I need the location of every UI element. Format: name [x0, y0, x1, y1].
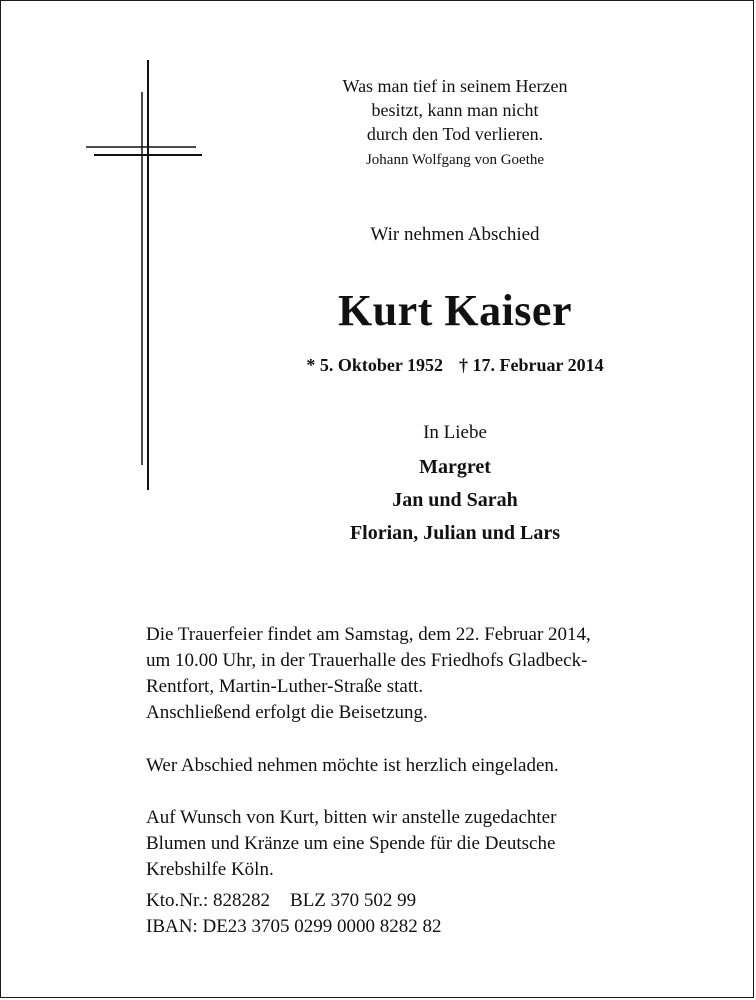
- account-number: Kto.Nr.: 828282: [146, 890, 271, 911]
- iban: IBAN: DE23 3705 0299 0000 8282 82: [146, 916, 442, 937]
- service-line: Rentfort, Martin-Luther-Straße statt.: [146, 676, 424, 697]
- invitation-text: Wer Abschied nehmen möchte ist herzlich eingeladen.: [146, 755, 559, 776]
- donation-request: [146, 805, 726, 883]
- mourner-name: Margret: [419, 456, 491, 478]
- bank-account-line: [146, 888, 726, 914]
- service-line: Anschließend erfolgt die Beisetzung.: [146, 702, 428, 723]
- bank-code: BLZ 370 502 99: [290, 890, 417, 911]
- death-date: † 17. Februar 2014: [459, 355, 604, 375]
- mourners-list: [240, 451, 670, 550]
- mourner-name: Florian, Julian und Lars: [349, 522, 561, 544]
- quote-line: besitzt, kann man nicht: [371, 100, 539, 120]
- deceased-name: Kurt Kaiser: [337, 286, 572, 335]
- donation-line: Blumen und Kränze um eine Spende für die Deutsche: [146, 833, 556, 854]
- quote-line: Was man tief in seinem Herzen: [342, 76, 568, 96]
- service-line: Die Trauerfeier findet am Samstag, dem 22. Februar 2014,: [146, 624, 591, 645]
- farewell-intro: Wir nehmen Abschied: [370, 224, 540, 245]
- quote-line: durch den Tod verlieren.: [366, 124, 544, 144]
- birth-date: * 5. Oktober 1952: [306, 355, 443, 375]
- quote: [280, 74, 630, 146]
- donation-line: Auf Wunsch von Kurt, bitten wir anstelle zugedachter: [146, 807, 557, 828]
- cross-icon: [86, 60, 206, 490]
- service-details: [146, 622, 726, 726]
- quote-author: Johann Wolfgang von Goethe: [365, 152, 545, 168]
- service-line: um 10.00 Uhr, in der Trauerhalle des Friedhofs Gladbeck-: [146, 650, 588, 671]
- donation-line: Krebshilfe Köln.: [146, 859, 274, 880]
- bank-details: [146, 888, 726, 940]
- mourners-intro: In Liebe: [423, 422, 487, 443]
- mourner-name: Jan und Sarah: [392, 489, 518, 511]
- life-dates: [240, 353, 670, 377]
